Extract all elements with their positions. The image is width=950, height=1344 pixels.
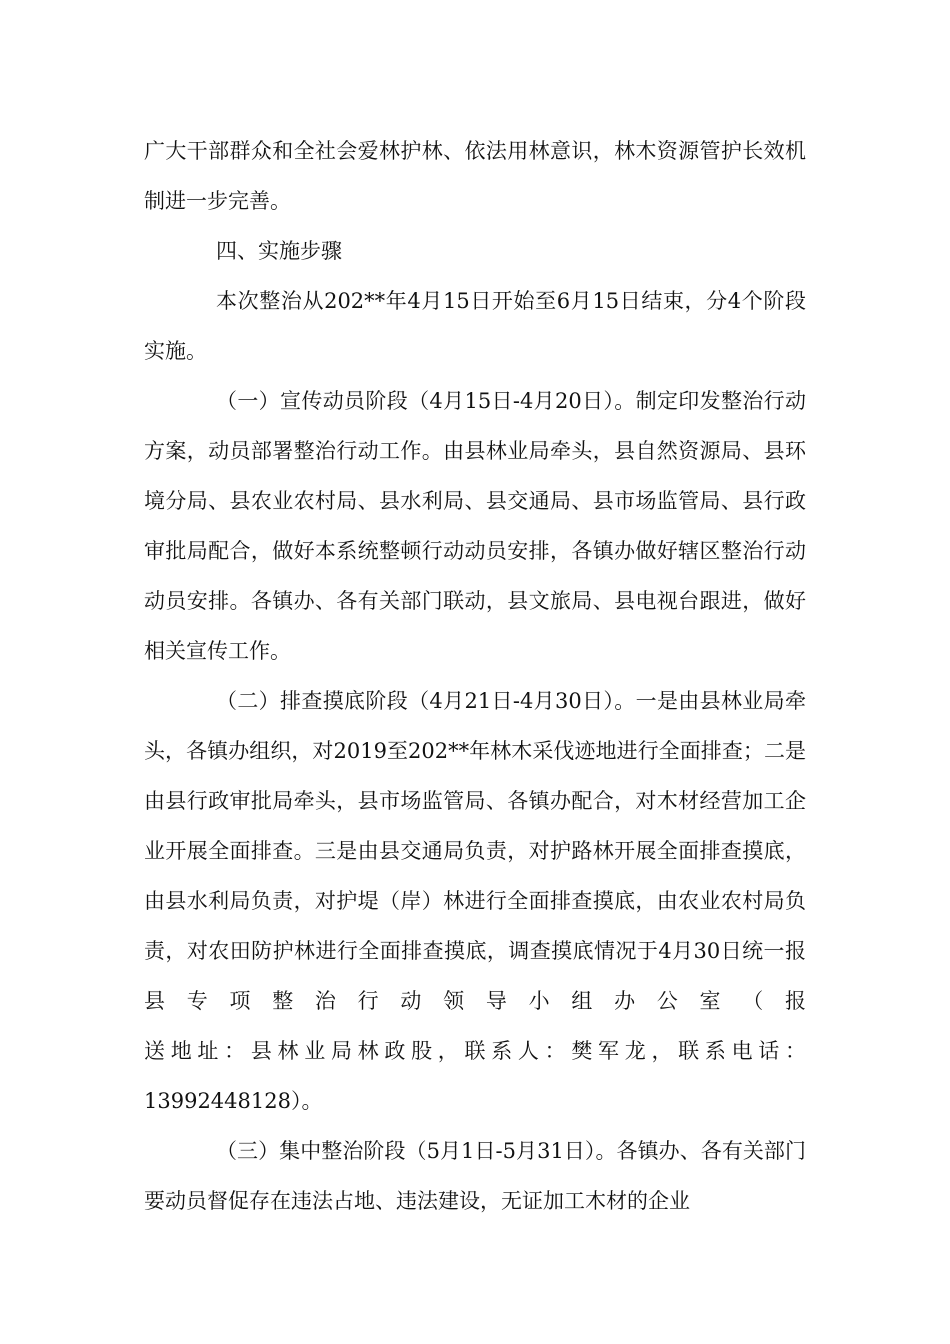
paragraph-consciousness: 广大干部群众和全社会爱林护林、依法用林意识，林木资源管护长效机制进一步完善。: [144, 139, 806, 213]
paragraph-phase-3-rectification: （三）集中整治阶段（5月1日-5月31日）。各镇办、各有关部门要动员督促存在违法占地、违法建设，无证加工木材的企业: [144, 1139, 806, 1213]
paragraph-phase-2-contact: 送地址：县林业局林政股，联系人：樊军龙，联系电话：: [144, 1039, 806, 1063]
section-heading-implementation-steps: 四、实施步骤: [216, 239, 342, 263]
paragraph-phase-2-phone: 13992448128）。: [144, 1089, 323, 1113]
paragraph-phase-1-publicity: （一）宣传动员阶段（4月15日-4月20日）。制定印发整治行动方案，动员部署整治行动工作。由县林业局牵头，县自然资源局、县环境分局、县农业农村局、县水利局、县交通局、县市场监管局、县行政审批局配合，做好本系统整顿行动动员安排，各镇办做好辖区整治行动动员安排。各镇办、各有关部门联动，县文旅局、县电视台跟进，做好相关宣传工作。: [144, 389, 806, 663]
document-body: [144, 126, 806, 1226]
paragraph-schedule: 本次整治从202**年4月15日开始至6月15日结束，分4个阶段实施。: [144, 289, 806, 363]
paragraph-phase-2-investigation: （二）排查摸底阶段（4月21日-4月30日）。一是由县林业局牵头，各镇办组织，对2019至202**年林木采伐迹地进行全面排查；二是由县行政审批局牵头，县市场监管局、各镇办配合，对木材经营加工企业开展全面排查。三是由县交通局负责，对护路林开展全面排查摸底，由县水利局负责，对护堤（岸）林进行全面排查摸底，由农业农村局负责，对农田防护林进行全面排查摸底，调查摸底情况于4月30日统一报县专项整治行动领导小组办公室（报: [144, 689, 806, 1013]
